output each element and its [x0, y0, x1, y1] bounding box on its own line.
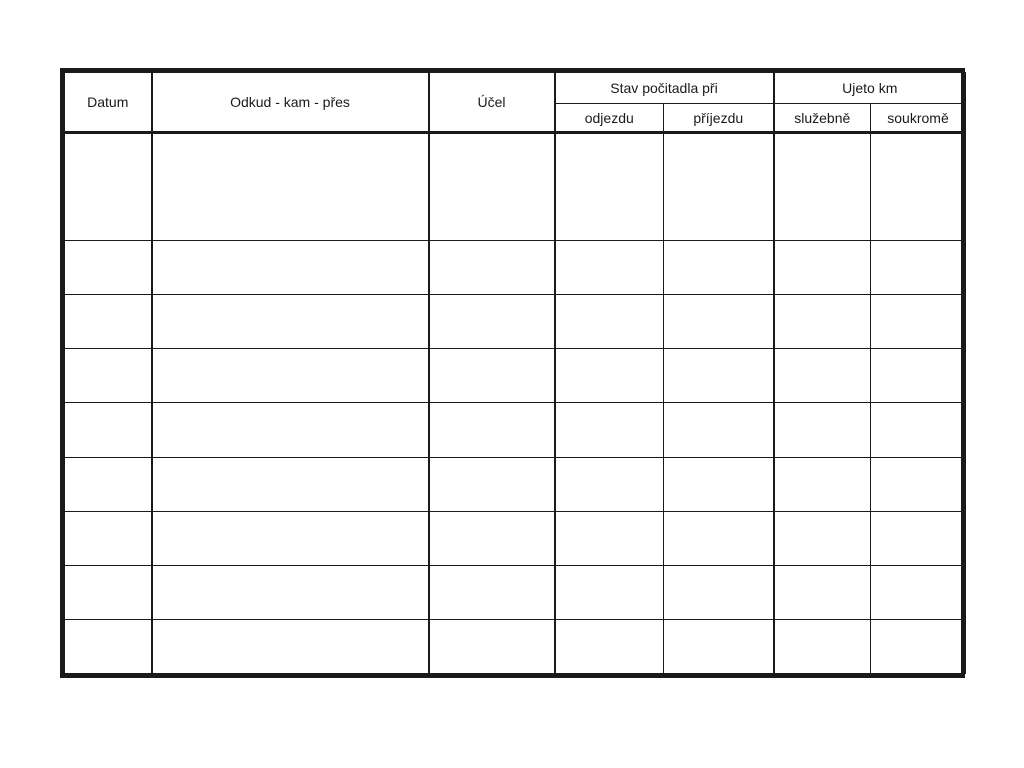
- travel-log-form: [60, 68, 965, 678]
- cell-km-business[interactable]: [774, 349, 871, 403]
- cell-odometer-arrival[interactable]: [664, 133, 774, 241]
- cell-route[interactable]: [152, 565, 429, 619]
- header-odometer-departure: odjezdu: [555, 104, 664, 133]
- cell-km-business[interactable]: [774, 619, 871, 673]
- cell-odometer-departure[interactable]: [555, 511, 664, 565]
- header-odometer-arrival: příjezdu: [664, 104, 774, 133]
- cell-purpose[interactable]: [429, 295, 555, 349]
- cell-route[interactable]: [152, 133, 429, 241]
- cell-km-private[interactable]: [871, 241, 966, 295]
- cell-km-business[interactable]: [774, 457, 871, 511]
- header-purpose: Účel: [429, 73, 555, 133]
- cell-km-business[interactable]: [774, 241, 871, 295]
- header-km-private: soukromě: [871, 104, 966, 133]
- cell-odometer-arrival[interactable]: [664, 295, 774, 349]
- cell-route[interactable]: [152, 295, 429, 349]
- cell-km-private[interactable]: [871, 295, 966, 349]
- cell-odometer-departure[interactable]: [555, 349, 664, 403]
- cell-odometer-departure[interactable]: [555, 457, 664, 511]
- cell-purpose[interactable]: [429, 133, 555, 241]
- cell-route[interactable]: [152, 349, 429, 403]
- cell-purpose[interactable]: [429, 511, 555, 565]
- cell-km-private[interactable]: [871, 457, 966, 511]
- cell-purpose[interactable]: [429, 349, 555, 403]
- cell-odometer-arrival[interactable]: [664, 565, 774, 619]
- cell-route[interactable]: [152, 619, 429, 673]
- table-row: [65, 133, 966, 241]
- cell-km-business[interactable]: [774, 295, 871, 349]
- table-row: [65, 619, 966, 673]
- cell-datum[interactable]: [65, 349, 152, 403]
- travel-log-table: [64, 72, 966, 674]
- cell-odometer-departure[interactable]: [555, 295, 664, 349]
- header-km-group: Ujeto km: [774, 73, 966, 104]
- table-row: [65, 511, 966, 565]
- cell-odometer-departure[interactable]: [555, 133, 664, 241]
- header-odometer-group: Stav počitadla při: [555, 73, 774, 104]
- cell-datum[interactable]: [65, 133, 152, 241]
- cell-km-private[interactable]: [871, 349, 966, 403]
- cell-km-business[interactable]: [774, 133, 871, 241]
- header-km-business: služebně: [774, 104, 871, 133]
- cell-purpose[interactable]: [429, 457, 555, 511]
- table-row: [65, 565, 966, 619]
- header-route: Odkud - kam - přes: [152, 73, 429, 133]
- cell-datum[interactable]: [65, 619, 152, 673]
- table-row: [65, 349, 966, 403]
- cell-odometer-arrival[interactable]: [664, 457, 774, 511]
- cell-odometer-departure[interactable]: [555, 619, 664, 673]
- cell-odometer-arrival[interactable]: [664, 403, 774, 457]
- cell-odometer-arrival[interactable]: [664, 349, 774, 403]
- cell-purpose[interactable]: [429, 241, 555, 295]
- cell-km-private[interactable]: [871, 511, 966, 565]
- cell-km-business[interactable]: [774, 511, 871, 565]
- cell-route[interactable]: [152, 241, 429, 295]
- cell-odometer-arrival[interactable]: [664, 241, 774, 295]
- cell-odometer-departure[interactable]: [555, 403, 664, 457]
- cell-datum[interactable]: [65, 511, 152, 565]
- cell-datum[interactable]: [65, 295, 152, 349]
- cell-km-private[interactable]: [871, 565, 966, 619]
- cell-purpose[interactable]: [429, 619, 555, 673]
- cell-route[interactable]: [152, 457, 429, 511]
- cell-odometer-arrival[interactable]: [664, 619, 774, 673]
- cell-datum[interactable]: [65, 565, 152, 619]
- log-body: [65, 133, 966, 674]
- cell-datum[interactable]: [65, 241, 152, 295]
- cell-purpose[interactable]: [429, 565, 555, 619]
- cell-purpose[interactable]: [429, 403, 555, 457]
- cell-datum[interactable]: [65, 403, 152, 457]
- cell-datum[interactable]: [65, 457, 152, 511]
- table-row: [65, 457, 966, 511]
- cell-odometer-departure[interactable]: [555, 565, 664, 619]
- table-row: [65, 295, 966, 349]
- cell-km-private[interactable]: [871, 619, 966, 673]
- cell-km-business[interactable]: [774, 403, 871, 457]
- cell-route[interactable]: [152, 403, 429, 457]
- cell-km-private[interactable]: [871, 133, 966, 241]
- table-row: [65, 241, 966, 295]
- cell-km-private[interactable]: [871, 403, 966, 457]
- cell-route[interactable]: [152, 511, 429, 565]
- header-datum: Datum: [65, 73, 152, 133]
- cell-km-business[interactable]: [774, 565, 871, 619]
- cell-odometer-departure[interactable]: [555, 241, 664, 295]
- table-row: [65, 403, 966, 457]
- cell-odometer-arrival[interactable]: [664, 511, 774, 565]
